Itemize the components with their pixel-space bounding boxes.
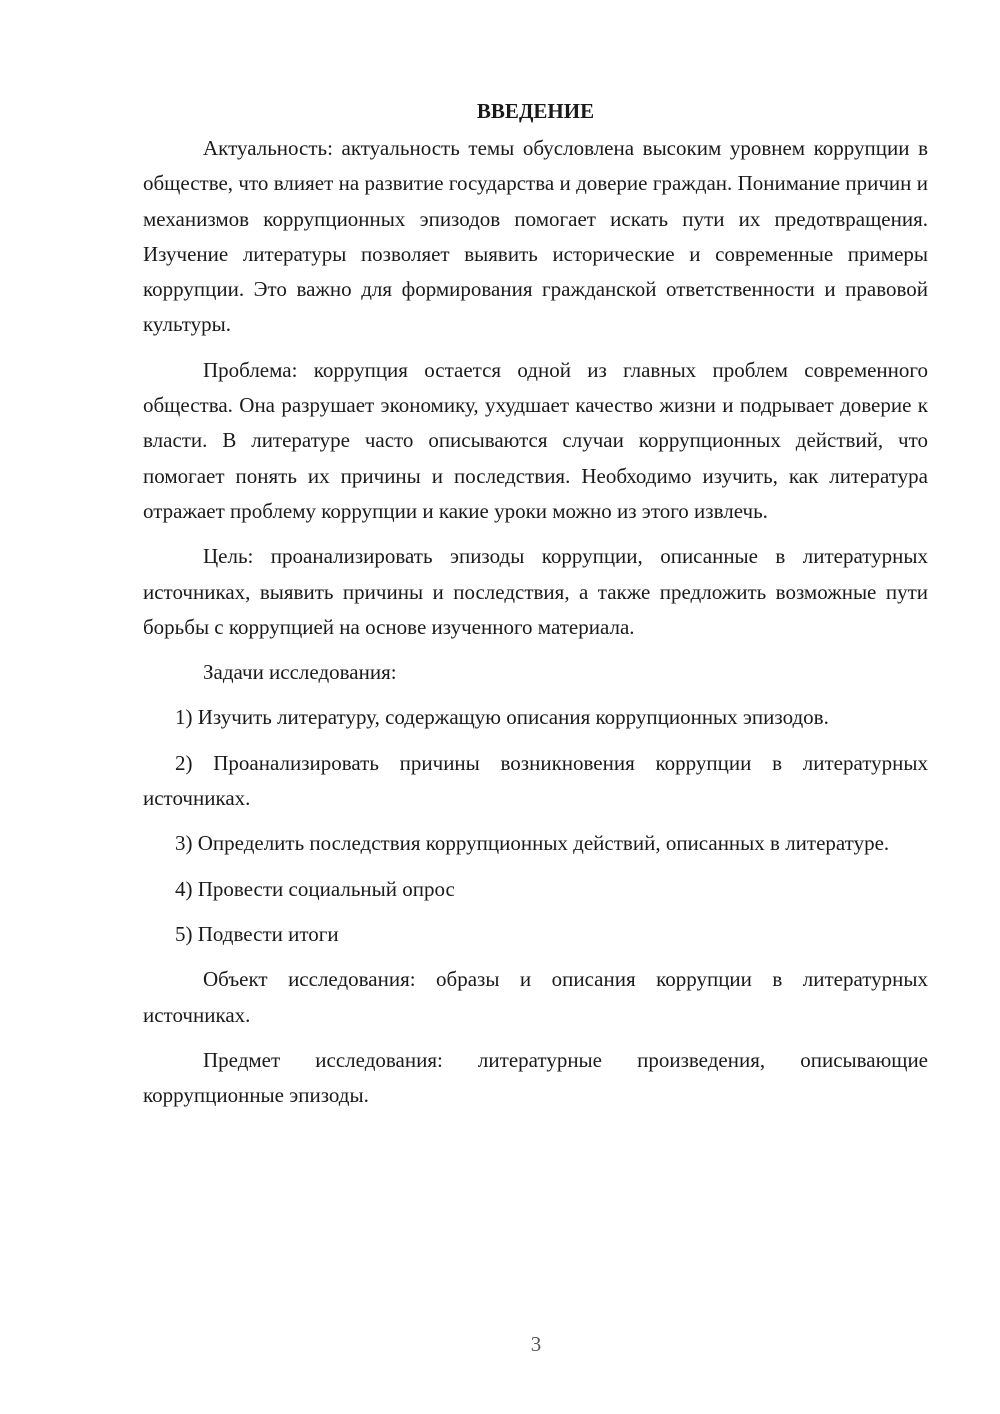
paragraph-problem: Проблема: коррупция остается одной из главных проблем современного общества. Она разрушает экономику, ухудшает качество жизни и подрывает доверие к власти. В литературе часто описываются случаи коррупционных действий, что помогает понять их причины и последствия. Необходимо изучить, как литература отражает проблему коррупции и какие уроки можно из этого извлечь. bbox=[143, 357, 928, 523]
task-item-5: 5) Подвести итоги bbox=[175, 921, 339, 946]
task-item-4: 4) Провести социальный опрос bbox=[175, 876, 455, 901]
paragraph-relevance: Актуальность: актуальность темы обусловлена высоким уровнем коррупции в обществе, что влияет на развитие государства и доверие граждан. Понимание причин и механизмов коррупционных эпизодов помогает искать пути их предотвращения. Изучение литературы позволяет выявить исторические и современные примеры коррупции. Это важно для формирования гражданской ответственности и правовой культуры. bbox=[143, 136, 928, 337]
section-title: ВВЕДЕНИЕ bbox=[476, 99, 595, 123]
document-page bbox=[143, 94, 928, 1123]
paragraph-object: Объект исследования: образы и описания коррупции в литературных источниках. bbox=[143, 967, 928, 1027]
task-item-1: 1) Изучить литературу, содержащую описания коррупционных эпизодов. bbox=[175, 705, 829, 730]
paragraph-subject: Предмет исследования: литературные произведения, описывающие коррупционные эпизоды. bbox=[143, 1047, 928, 1108]
paragraph-goal: Цель: проанализировать эпизоды коррупции, описанные в литературных источниках, выявить причины и последствия, а также предложить возможные пути борьбы с коррупцией на основе изученного материала. bbox=[143, 544, 928, 639]
page-number: 3 bbox=[530, 1332, 542, 1356]
task-item-3: 3) Определить последствия коррупционных действий, описанных в литературе. bbox=[175, 831, 890, 856]
task-item-2: 2) Проанализировать причины возникновения коррупции в литературных источниках. bbox=[143, 750, 928, 811]
tasks-heading: Задачи исследования: bbox=[203, 660, 397, 685]
